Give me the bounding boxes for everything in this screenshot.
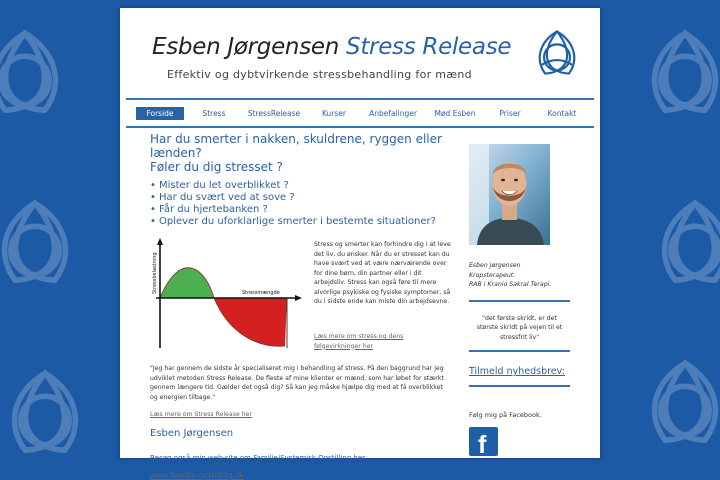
caption-credential: RAB i Kranio Sakral Terapi.: [469, 281, 552, 288]
nav-item-anbefalinger[interactable]: Anbefalinger: [369, 108, 417, 118]
celtic-knot-logo-icon[interactable]: [528, 26, 586, 80]
stress-section: [150, 236, 452, 356]
list-item: • Oplever du uforklarlige smerter i bestemte situationer?: [159, 216, 452, 228]
site-title-brand[interactable]: Stress Release: [346, 34, 512, 60]
main-navigation: [126, 98, 594, 128]
background-knot-icon: [0, 360, 100, 470]
facebook-letter: f: [478, 431, 487, 459]
family-site-link[interactable]: www.familie-opstilling.dk: [150, 471, 244, 480]
chart-x-label: Stressmængde: [242, 290, 280, 296]
sidebar-divider: [469, 300, 570, 302]
sidebar: [469, 144, 570, 459]
stress-curve-illustration: [150, 236, 310, 351]
background-knot-icon: [0, 190, 90, 300]
facebook-icon[interactable]: [469, 427, 498, 459]
stress-description: Stress og smerter kan forhindre dig i at leve det liv, du ønsker. Når du er stresset kan du have svært ved at være nærværende over for dine børn, din partner eller i dit arbejdsliv. Stress kan også føre til mere alvorlige psykiske og fysiske symptomer, så du i sidste ende kan miste din arbejdsevne.: [314, 241, 451, 305]
list-item: • Får du hjertebanken ?: [159, 204, 452, 216]
nav-item-stress[interactable]: Stress: [202, 108, 226, 118]
background-knot-icon: [630, 20, 720, 130]
list-item: • Mister du let overblikket ?: [159, 180, 452, 192]
facebook-follow-text: Følg mig på Facebook.: [469, 411, 542, 419]
page-container: [120, 8, 600, 480]
chart-y-label: Stressbelastning: [152, 252, 158, 294]
sidebar-quote-block: [469, 310, 570, 351]
background-knot-icon: [630, 350, 720, 460]
main-content: [150, 132, 452, 480]
caption-name: Esben Jørgensen: [469, 262, 521, 269]
symptom-question-list: [150, 180, 452, 228]
main-heading-line2: Føler du dig stresset ?: [150, 160, 283, 174]
stress-positive-area: [160, 268, 214, 298]
portrait-eye-right: [514, 179, 518, 182]
background-knot-icon: [0, 20, 80, 130]
nav-item-kurser[interactable]: Kurser: [322, 108, 346, 118]
newsletter-signup-link[interactable]: Tilmeld nyhedsbrev:: [469, 366, 565, 377]
family-site-text: Besøg også min web-site om Familie/Systemisk Opstilling her:: [150, 454, 368, 462]
caption-title: Kropsterapeut.: [469, 271, 516, 279]
site-title-name[interactable]: Esben Jørgensen: [152, 34, 340, 60]
sidebar-divider: [469, 350, 570, 352]
read-more-stress-link[interactable]: Læs mere om stress og dens følgevirkninger her: [314, 333, 404, 350]
nav-item-stressrelease[interactable]: StressRelease: [247, 108, 301, 118]
sidebar-quote: "det første skridt, er det største skridt på vejen til et stressfrit liv": [476, 314, 563, 341]
esben-portrait-image: [469, 144, 550, 245]
nav-item-mod-esben[interactable]: Mød Esben: [434, 108, 476, 118]
x-axis-arrow-icon: [295, 295, 302, 301]
stress-release-quote: "Jeg har gennem de sidste år specialiseret mig i behandling af stress. På den baggrund har jeg udviklet metoden Stress Release. De fleste af mine klienter er mænd, som har løbet for stærkt gennem længere tid. Gælder det også dig? Så kan jeg måske hjælpe dig med at få overblikket og energien tilbage.": [150, 365, 444, 401]
read-more-stress-release-link[interactable]: Læs mere om Stress Release her: [150, 411, 252, 418]
portrait-caption: [469, 261, 570, 290]
portrait-eye-left: [501, 179, 505, 182]
nav-item-kontakt[interactable]: Kontakt: [547, 108, 577, 118]
nav-item-priser[interactable]: Priser: [499, 108, 521, 118]
site-title[interactable]: [152, 34, 511, 60]
y-axis-arrow-icon: [157, 238, 163, 245]
name-heading: Esben Jørgensen: [150, 428, 234, 439]
sidebar-divider: [469, 385, 570, 387]
list-item: • Har du svært ved at sove ?: [159, 192, 452, 204]
main-heading-line1: Har du smerter i nakken, skuldrene, ryggen eller lænden?: [150, 132, 442, 160]
site-header: [120, 8, 600, 96]
nav-item-forside[interactable]: Forside: [136, 107, 184, 120]
main-heading: [150, 132, 452, 174]
background-knot-icon: [640, 190, 720, 300]
site-tagline: Effektiv og dybtvirkende stressbehandling for mænd: [167, 68, 472, 81]
